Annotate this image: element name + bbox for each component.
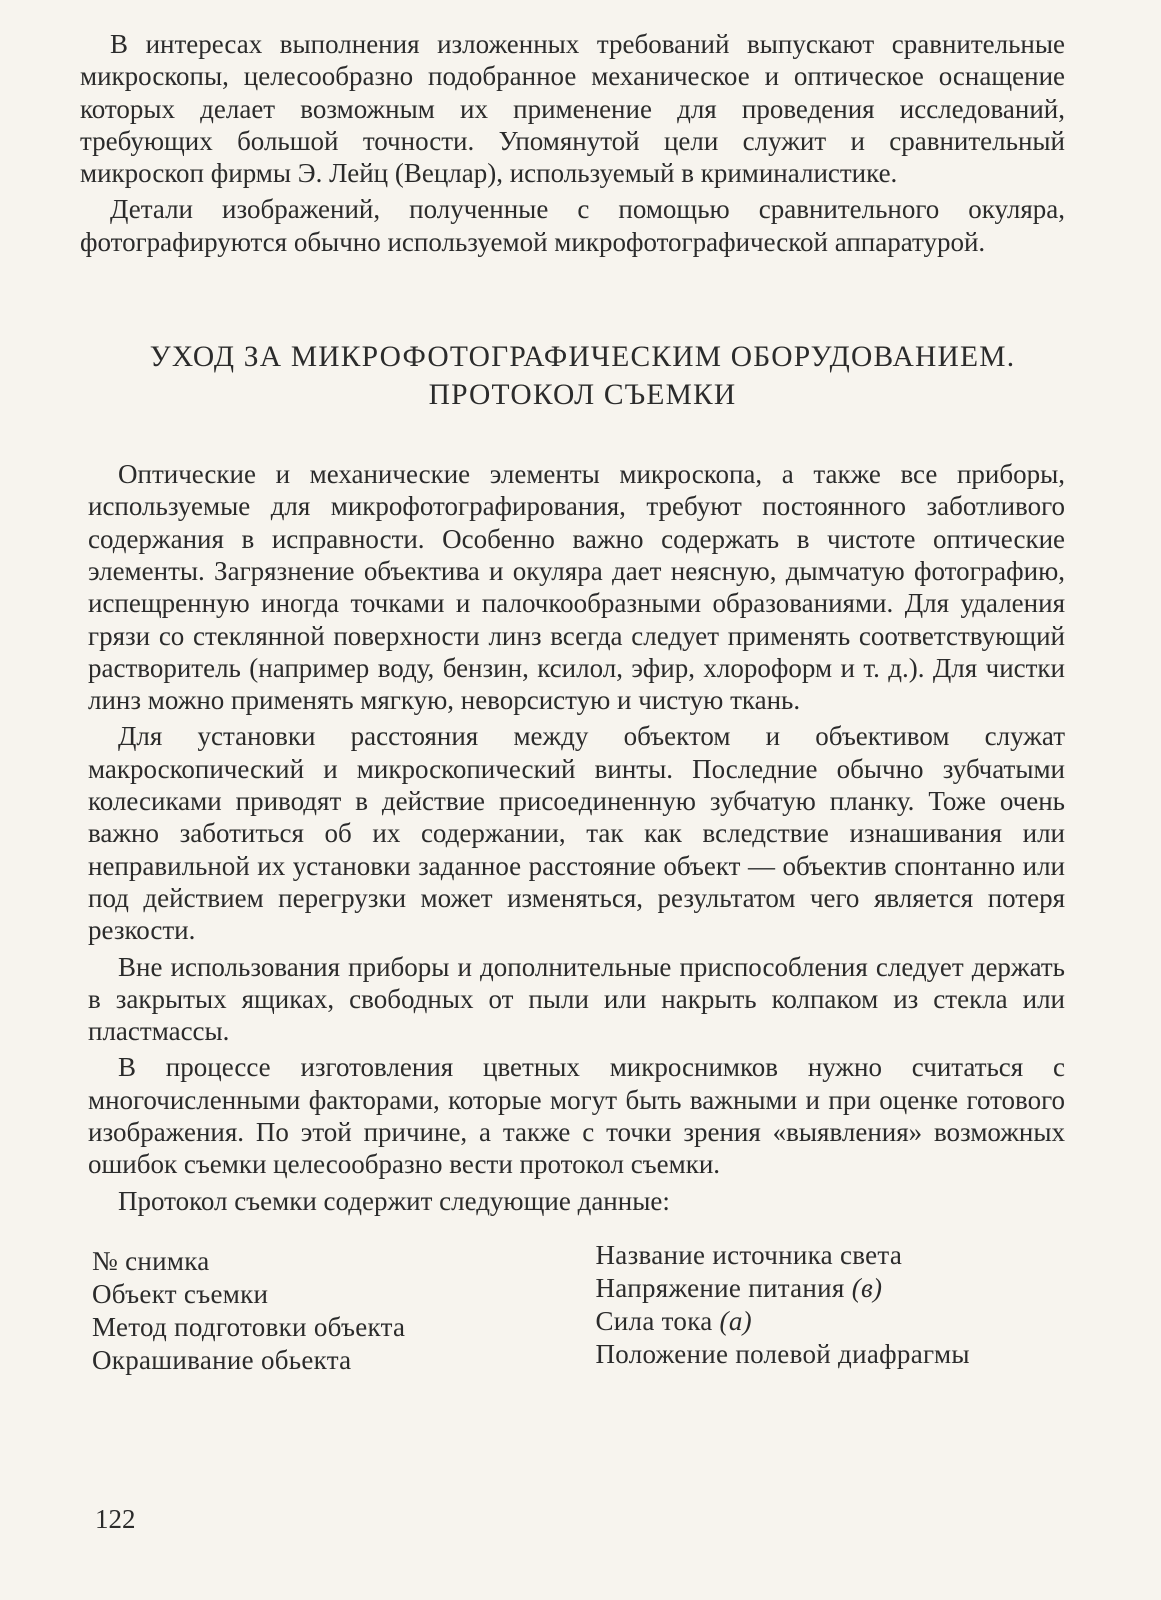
heading-line: ПРОТОКОЛ СЪЕМКИ bbox=[428, 379, 737, 412]
protocol-list-right bbox=[595, 1239, 1065, 1377]
list-item bbox=[595, 1338, 1065, 1371]
paragraph: Детали изображений, полученные с помощью сравнительного окуляра, фотографируются обычно используемой микрофотографической аппаратурой. bbox=[80, 194, 1065, 257]
list-item-unit: (в) bbox=[851, 1272, 883, 1303]
heading-line: УХОД ЗА МИКРОФОТОГРАФИЧЕСКИМ ОБОРУДОВАНИЕМ. bbox=[149, 341, 1016, 374]
protocol-list-left bbox=[92, 1239, 595, 1377]
list-item: Окрашивание обьекта bbox=[92, 1344, 352, 1375]
paragraph: Оптические и механические элементы микроскопа, а также все приборы, используемые для микрофотографирования, требуют постоянного заботливого содержания в исправности. Особенно важно содержать в чистоте оптические элементы. Загрязнение объектива и окуляра дает неясную, дымчатую фотографию, испещренную иногда точками и палочкообразными образованиями. Для удаления грязи со стеклянной поверхности линз всегда следует применять соответствующий растворитель (например воду, бензин, ксилол, эфир, хлороформ и т. д.). Для чистки линз можно применять мягкую, неворсистую и чистую ткань. bbox=[88, 459, 1065, 716]
list-item-text: Положение полевой диафрагмы bbox=[595, 1338, 970, 1369]
paragraph: В процессе изготовления цветных микроснимков нужно считаться с многочисленными факторами, которые могут быть важными и при оценке готового изображения. По этой причине, а также с точки зрения «выявления» возможных ошибок съемки целесообразно вести протокол съемки. bbox=[88, 1052, 1065, 1180]
list-item-text: Название источника света bbox=[595, 1239, 903, 1270]
list-item: Метод подготовки объекта bbox=[92, 1311, 406, 1342]
page-number: 122 bbox=[95, 1504, 136, 1534]
page-content bbox=[80, 28, 1065, 1377]
list-item-text: Сила тока bbox=[595, 1305, 720, 1336]
section-body bbox=[80, 458, 1065, 1217]
paragraph: Для установки расстояния между объектом и объективом служат макроскопический и микроскопический винты. Последние обычно зубчатыми колесиками приводят в действие присоединенную зубчатую планку. Тоже очень важно заботиться об их содержании, так как вследствие изнашивания или неправильной их установки заданное расстояние объект — объектив спонтанно или под действием перегрузки может изменяться, результатом чего является потеря резкости. bbox=[88, 721, 1065, 946]
protocol-list bbox=[80, 1239, 1065, 1377]
list-item: № снимка bbox=[92, 1245, 210, 1276]
paragraph: Протокол съемки содержит следующие данные: bbox=[118, 1185, 670, 1216]
list-item bbox=[595, 1272, 1065, 1305]
list-item bbox=[595, 1239, 1065, 1272]
intro-text bbox=[80, 28, 1065, 258]
list-item-unit: (а) bbox=[719, 1305, 752, 1336]
section-heading bbox=[80, 338, 1065, 414]
paragraph: В интересах выполнения изложенных требований выпускают сравнительные микроскопы, целесообразно подобранное механическое и оптическое оснащение которых делает возможным их применение для проведения исследований, требующих большой точности. Упомянутой цели служит и сравнительный микроскоп фирмы Э. Лейц (Вецлар), используемый в криминалистике. bbox=[80, 29, 1065, 189]
paragraph: Вне использования приборы и дополнительные приспособления следует держать в закрытых ящиках, свободных от пыли или накрыть колпаком из стекла или пластмассы. bbox=[88, 951, 1065, 1047]
list-item-text: Напряжение питания bbox=[595, 1272, 852, 1303]
list-item: Объект съемки bbox=[92, 1278, 269, 1309]
list-item bbox=[595, 1305, 1065, 1338]
